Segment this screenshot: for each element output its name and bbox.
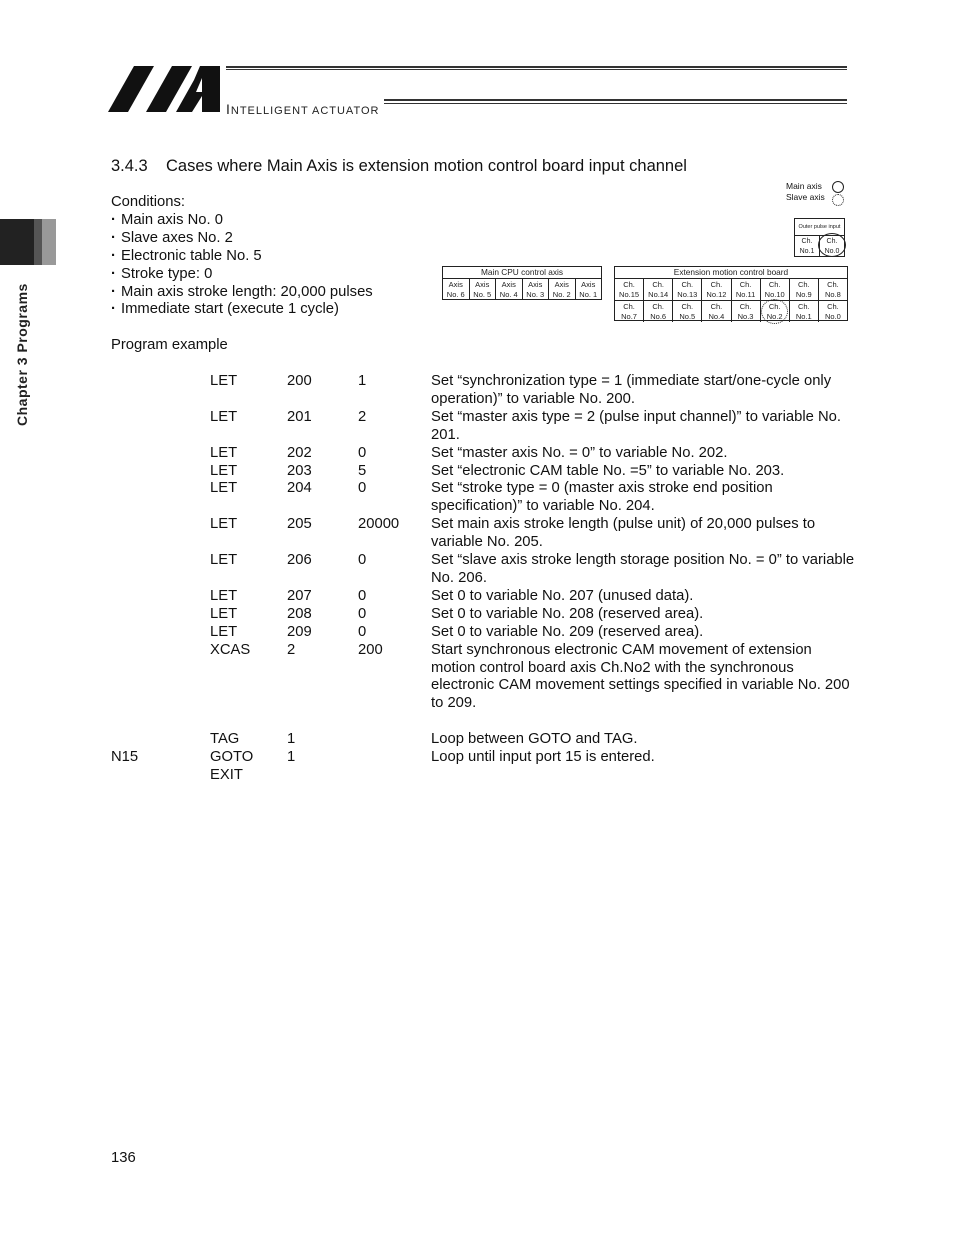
program-condition: N15 <box>111 749 139 766</box>
main-axis-ring-icon <box>818 233 846 257</box>
program-condition <box>111 731 210 749</box>
conditions-list <box>111 212 373 319</box>
program-row <box>111 624 857 642</box>
program-comment: Set “slave axis stroke length storage position No. = 0” to variable No. 206. <box>431 552 855 586</box>
extension-channel-cell: Ch. No.14 <box>644 279 673 300</box>
program-comment: Set “master axis type = 2 (pulse input channel)” to variable No. 201. <box>431 408 841 443</box>
chapter-tab-marker-light <box>42 219 56 265</box>
program-comment: Loop between GOTO and TAG. <box>431 731 638 748</box>
program-row <box>111 713 857 731</box>
program-condition <box>111 480 210 516</box>
extension-channel-cell: Ch. No.8 <box>825 280 841 299</box>
iai-logo-icon <box>108 66 220 112</box>
condition-item: · Electronic table No. 5 <box>111 248 373 266</box>
extension-channel-cell: Ch. No.3 <box>732 301 761 322</box>
diagram-legend <box>786 181 825 203</box>
program-command: LET <box>210 587 238 604</box>
section-heading: Cases where Main Axis is extension motion control board input channel <box>166 157 687 175</box>
program-condition <box>111 552 210 588</box>
program-row <box>111 588 857 606</box>
legend-main-axis: Main axis <box>786 181 822 191</box>
program-operand-1: 1 <box>287 731 296 748</box>
extension-channel-cell: Ch. No.13 <box>673 279 702 300</box>
cpu-axis-cell: Axis No. 5 <box>470 279 497 300</box>
program-comment: Set main axis stroke length (pulse unit) of 20,000 pulses to variable No. 205. <box>431 516 816 551</box>
program-operand-1: 1 <box>287 749 296 766</box>
chapter-tab-marker-mid <box>34 219 42 265</box>
program-row <box>111 516 857 552</box>
chapter-side-label: Chapter 3 Programs <box>14 283 30 426</box>
program-command: LET <box>210 408 238 425</box>
program-condition <box>111 588 210 606</box>
extension-channel-cell: Ch. No.9 <box>790 279 819 300</box>
program-condition <box>111 624 210 642</box>
program-command: LET <box>210 462 238 479</box>
program-row <box>111 409 857 445</box>
program-row <box>111 749 857 767</box>
program-condition <box>111 373 210 409</box>
program-operand-1: 209 <box>287 623 312 640</box>
program-operand-1: 205 <box>287 516 312 533</box>
conditions-heading: Conditions: <box>111 194 186 210</box>
section-title <box>111 157 687 176</box>
extension-channel-cell: Ch. No.4 <box>702 301 731 322</box>
program-command: LET <box>210 373 238 389</box>
program-operand-2: 20000 <box>358 516 400 533</box>
program-condition <box>111 463 210 481</box>
cpu-axis-cell: Axis No. 2 <box>549 279 576 300</box>
program-comment: Set “electronic CAM table No. =5” to variable No. 203. <box>431 462 785 479</box>
extension-channel-cell: Ch. No.5 <box>673 301 702 322</box>
program-operand-1: 207 <box>287 587 312 604</box>
program-condition <box>111 642 210 714</box>
brand-name: INTELLIGENT ACTUATOR <box>226 101 380 117</box>
program-command: XCAS <box>210 641 251 658</box>
cpu-axis-cell: Axis No. 4 <box>496 279 523 300</box>
main-axis-circle-icon <box>832 181 844 193</box>
extension-channel-cell: Ch. No.0 <box>825 302 841 321</box>
program-comment: Set 0 to variable No. 208 (reserved area). <box>431 605 704 622</box>
extension-motion-control-board-box <box>614 266 848 321</box>
program-operand-1: 201 <box>287 408 312 425</box>
condition-item: · Slave axes No. 2 <box>111 230 373 248</box>
extension-channel-cell: Ch. No.10 <box>761 279 790 300</box>
cpu-axis-cell: Axis No. 3 <box>523 279 550 300</box>
program-row <box>111 552 857 588</box>
program-comment: Start synchronous electronic CAM movement of extension motion control board axis Ch.No2 with the synchronous electronic CAM movement settings specified in variable No. 200 to 209. <box>431 641 850 712</box>
program-row <box>111 463 857 481</box>
program-command: LET <box>210 516 238 533</box>
program-comment <box>431 767 857 785</box>
program-operand-1 <box>287 767 358 785</box>
condition-item: · Main axis stroke length: 20,000 pulses <box>111 284 373 302</box>
header-rule-bottom <box>384 99 847 104</box>
program-row <box>111 606 857 624</box>
program-operand-1: 208 <box>287 605 312 622</box>
program-operand-1: 206 <box>287 552 312 569</box>
program-comment: Set 0 to variable No. 209 (reserved area). <box>431 623 704 640</box>
extension-channel-cell: Ch. No.2 <box>761 301 790 322</box>
program-command: LET <box>210 605 238 622</box>
program-operand-2: 0 <box>358 623 367 640</box>
program-row <box>111 445 857 463</box>
program-row <box>111 480 857 516</box>
extension-channel-cell: Ch. No.6 <box>644 301 673 322</box>
program-operand-1: 200 <box>287 373 312 389</box>
program-comment: Set “stroke type = 0 (master axis stroke end position specification)” to variable No. 204. <box>431 480 773 515</box>
program-operand-1: 2 <box>287 641 296 658</box>
program-operand-2: 1 <box>358 373 367 389</box>
program-row <box>111 731 857 749</box>
outer-pulse-channel-cell: Ch. No.1 <box>795 236 820 257</box>
program-operand-1: 204 <box>287 480 312 497</box>
section-number: 3.4.3 <box>111 157 148 175</box>
program-operand-2: 0 <box>358 480 367 497</box>
condition-item: · Main axis No. 0 <box>111 212 373 230</box>
header-rule-top <box>226 66 847 70</box>
program-operand-1: 203 <box>287 462 312 479</box>
program-comment: Loop until input port 15 is entered. <box>431 749 655 766</box>
program-condition <box>111 606 210 624</box>
program-condition <box>111 767 210 785</box>
program-listing <box>111 373 857 785</box>
conditions-block <box>111 194 373 319</box>
program-comment: Set “master axis No. = 0” to variable No. 202. <box>431 444 728 461</box>
extension-channel-cell: Ch. No.11 <box>732 279 761 300</box>
cpu-axis-cell: Axis No. 6 <box>443 279 470 300</box>
extension-channel-cell: Ch. No.7 <box>615 301 644 322</box>
extension-board-title: Extension motion control board <box>615 267 847 279</box>
program-operand-2: 0 <box>358 552 367 569</box>
program-command: LET <box>210 444 238 461</box>
main-cpu-control-axis-box <box>442 266 602 300</box>
program-operand-2: 200 <box>358 641 383 658</box>
program-command: GOTO <box>210 749 254 766</box>
program-row <box>111 373 857 409</box>
program-command: LET <box>210 480 238 497</box>
program-command: EXIT <box>210 766 243 783</box>
program-operand-2: 0 <box>358 587 367 604</box>
outer-pulse-channel-cell: Ch. No.0 <box>824 238 840 255</box>
extension-channel-cell: Ch. No.12 <box>702 279 731 300</box>
condition-item: · Immediate start (execute 1 cycle) <box>111 301 373 319</box>
extension-channel-cell: Ch. No.1 <box>790 301 819 322</box>
outer-pulse-input-title: Outer pulse input <box>795 219 844 236</box>
program-condition <box>111 516 210 552</box>
slave-axis-dotted-circle-icon <box>832 194 844 206</box>
program-operand-2 <box>358 767 431 785</box>
program-condition <box>111 445 210 463</box>
program-condition <box>111 409 210 445</box>
page-number: 136 <box>111 1150 136 1166</box>
program-operand-2: 0 <box>358 605 367 622</box>
program-example-heading: Program example <box>111 337 228 353</box>
program-command: LET <box>210 552 238 569</box>
program-row <box>111 767 857 785</box>
program-operand-1: 202 <box>287 444 312 461</box>
main-cpu-title: Main CPU control axis <box>443 267 601 279</box>
program-comment: Set “synchronization type = 1 (immediate start/one-cycle only operation)” to variable No. 200. <box>431 373 832 407</box>
program-row <box>111 642 857 714</box>
program-operand-2: 5 <box>358 462 367 479</box>
program-command: LET <box>210 623 238 640</box>
program-operand-2: 0 <box>358 444 367 461</box>
chapter-tab-marker <box>0 219 34 265</box>
program-operand-2: 2 <box>358 408 367 425</box>
condition-item: · Stroke type: 0 <box>111 266 373 284</box>
slave-axis-dotted-ring-icon <box>761 299 788 324</box>
extension-channel-cell: Ch. No.15 <box>615 279 644 300</box>
program-operand-2 <box>358 749 431 767</box>
cpu-axis-cell: Axis No. 1 <box>579 280 598 299</box>
legend-slave-axis: Slave axis <box>786 192 825 202</box>
program-comment: Set 0 to variable No. 207 (unused data). <box>431 587 694 604</box>
program-command: TAG <box>210 731 240 748</box>
program-operand-2 <box>358 731 431 749</box>
